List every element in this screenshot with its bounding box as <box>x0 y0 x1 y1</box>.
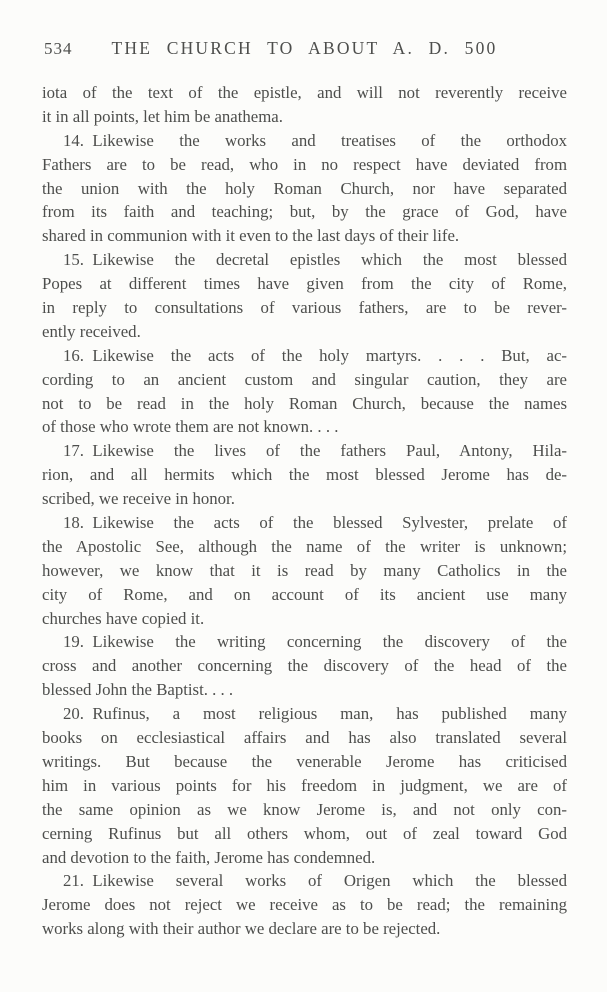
text-line: iota of the text of the epistle, and will not reverently receive <box>42 83 567 102</box>
text-line: Fathers are to be read, who in no respect have deviated from <box>42 154 567 174</box>
text-line: shared in communion with it even to the last days of their life. <box>42 226 460 246</box>
text-line: Popes at different times have given from the city of Rome, <box>42 274 567 294</box>
text-line: however, we know that it is read by many Catholics in the <box>42 560 567 580</box>
text-line: 15. Likewise the decretal epistles which the most blessed <box>63 250 567 270</box>
paragraph <box>42 869 567 941</box>
text-line: 20. Rufinus, a most religious man, has published many <box>63 704 567 724</box>
text-line: it in all points, let him be anathema. <box>42 106 283 126</box>
page-header-title: THE CHURCH TO ABOUT A. D. 500 <box>111 38 498 58</box>
text-line: the union with the holy Roman Church, nor have separated <box>42 178 567 198</box>
paragraph <box>42 129 567 248</box>
text-line: cerning Rufinus but all others whom, out of zeal toward God <box>42 823 567 843</box>
text-line: writings. But because the venerable Jerome has criticised <box>42 751 567 771</box>
paragraph <box>42 511 567 630</box>
paragraph <box>42 81 567 129</box>
text-line: 21. Likewise several works of Origen which the blessed <box>63 871 567 891</box>
text-line: 19. Likewise the writing concerning the discovery of the <box>63 632 567 652</box>
text-line: the same opinion as we know Jerome is, and not only con- <box>42 799 567 819</box>
running-head <box>42 38 567 60</box>
page-number: 534 <box>44 39 73 58</box>
text-line: churches have copied it. <box>42 608 205 628</box>
text-line: works along with their author we declare are to be rejected. <box>42 919 441 939</box>
text-line: books on ecclesiastical affairs and has also translated several <box>42 728 567 748</box>
text-line: from its faith and teaching; but, by the grace of God, have <box>42 202 567 222</box>
text-line: cording to an ancient custom and singular caution, they are <box>42 369 567 389</box>
text-line: him in various points for his freedom in judgment, we are of <box>42 775 567 795</box>
paragraph <box>42 344 567 440</box>
text-line: 17. Likewise the lives of the fathers Paul, Antony, Hila- <box>63 441 567 461</box>
text-line: ently received. <box>42 321 141 341</box>
text-line: Jerome does not reject we receive as to be read; the remaining <box>42 895 567 915</box>
page-text-body <box>42 81 567 941</box>
text-line: and devotion to the faith, Jerome has condemned. <box>42 847 376 867</box>
text-line: in reply to consultations of various fathers, are to be rever- <box>42 298 567 318</box>
text-line: 16. Likewise the acts of the holy martyrs. . . . But, ac- <box>63 345 567 365</box>
text-line: scribed, we receive in honor. <box>42 489 235 509</box>
text-line: 18. Likewise the acts of the blessed Sylvester, prelate of <box>63 513 567 533</box>
text-line: city of Rome, and on account of its ancient use many <box>42 584 567 604</box>
text-line: the Apostolic See, although the name of the writer is unknown; <box>42 536 567 556</box>
text-line: rion, and all hermits which the most blessed Jerome has de- <box>42 465 567 485</box>
paragraph <box>42 702 567 869</box>
paragraph <box>42 630 567 702</box>
text-line: 14. Likewise the works and treatises of the orthodox <box>63 130 567 150</box>
text-line: of those who wrote them are not known. . . . <box>42 417 339 437</box>
text-line: not to be read in the holy Roman Church, because the names <box>42 393 567 413</box>
text-line: blessed John the Baptist. . . . <box>42 680 234 700</box>
paragraph <box>42 439 567 511</box>
text-line: cross and another concerning the discovery of the head of the <box>42 656 567 676</box>
paragraph <box>42 248 567 344</box>
